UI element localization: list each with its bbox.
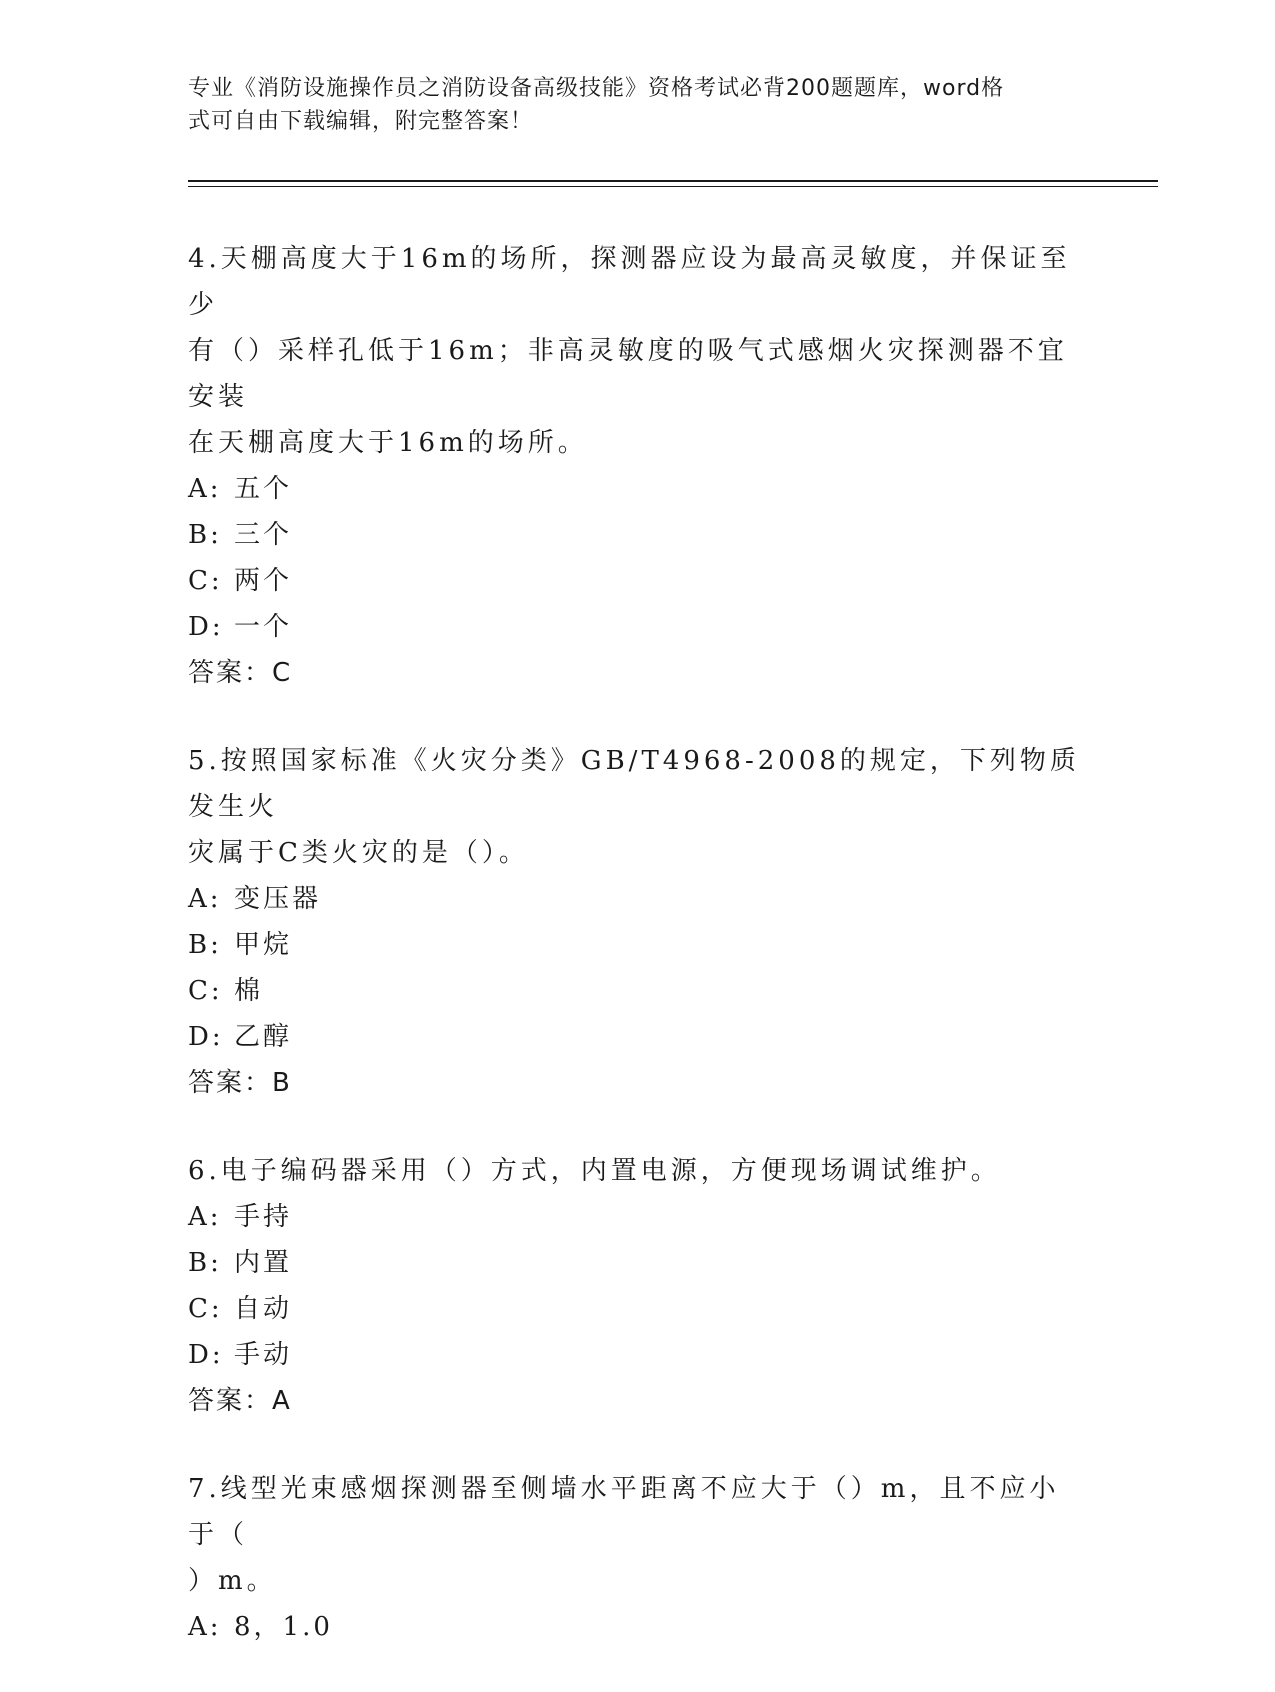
option-c [188, 558, 1088, 604]
option-text: 棉 [234, 976, 264, 1006]
option-text: 甲烷 [234, 930, 293, 960]
option-text: 五个 [234, 474, 293, 504]
option-text: 8，1.0 [234, 1612, 333, 1642]
question-line: 有（）采样孔低于16m；非高灵敏度的吸气式感烟火灾探测器不宜安装 [188, 336, 1068, 412]
option-a [188, 466, 1088, 512]
option-b [188, 1240, 1088, 1286]
option-letter: C: [188, 1294, 223, 1324]
question-line: ）m。 [188, 1566, 277, 1596]
option-letter: A: [188, 884, 222, 914]
question-text [188, 738, 1088, 876]
header-divider-thick [188, 180, 1158, 182]
option-letter: A: [188, 1202, 222, 1232]
option-letter: B: [188, 520, 222, 550]
question-line: 7.线型光束感烟探测器至侧墙水平距离不应大于（）m，且不应小于（ [188, 1474, 1060, 1550]
option-text: 一个 [234, 612, 293, 642]
question-text [188, 1148, 1088, 1194]
question-6 [188, 1148, 1088, 1424]
option-d [188, 1332, 1088, 1378]
question-4 [188, 236, 1088, 696]
option-text: 变压器 [234, 884, 322, 914]
header-line-2: 式可自由下载编辑，附完整答案！ [188, 109, 534, 134]
option-d [188, 604, 1088, 650]
option-letter: B: [188, 1248, 222, 1278]
question-5 [188, 738, 1088, 1106]
question-list [188, 236, 1088, 1692]
option-b [188, 922, 1088, 968]
option-text: 三个 [234, 520, 293, 550]
option-letter: D: [188, 1340, 224, 1370]
option-b [188, 512, 1088, 558]
option-letter: A: [188, 474, 222, 504]
header-line-1: 专业《消防设施操作员之消防设备高级技能》资格考试必背200题题库，word格 [188, 76, 1005, 101]
answer-line: 答案：B [188, 1068, 292, 1098]
question-line: 5.按照国家标准《火灾分类》GB/T4968-2008的规定，下列物质发生火 [188, 746, 1080, 822]
option-letter: D: [188, 1022, 224, 1052]
question-line: 4.天棚高度大于16m的场所，探测器应设为最高灵敏度，并保证至少 [188, 244, 1071, 320]
option-text: 自动 [234, 1294, 293, 1324]
header-divider-thin [188, 186, 1158, 187]
option-a [188, 1194, 1088, 1240]
option-letter: D: [188, 612, 224, 642]
option-text: 乙醇 [234, 1022, 293, 1052]
question-text [188, 236, 1088, 466]
answer-line: 答案：A [188, 1386, 292, 1416]
question-line: 6.电子编码器采用（）方式，内置电源，方便现场调试维护。 [188, 1156, 1001, 1186]
option-letter: B: [188, 930, 222, 960]
option-text: 两个 [234, 566, 293, 596]
option-letter: A: [188, 1612, 222, 1642]
option-letter: C: [188, 566, 223, 596]
question-text [188, 1466, 1088, 1604]
option-text: 手持 [234, 1202, 293, 1232]
option-text: 手动 [234, 1340, 293, 1370]
answer-line: 答案：C [188, 658, 293, 688]
option-a [188, 876, 1088, 922]
question-line: 在天棚高度大于16m的场所。 [188, 428, 588, 458]
question-line: 灾属于C类火灾的是（）。 [188, 838, 529, 868]
question-7 [188, 1466, 1088, 1650]
option-c [188, 968, 1088, 1014]
option-d [188, 1014, 1088, 1060]
option-text: 内置 [234, 1248, 293, 1278]
option-a [188, 1604, 1088, 1650]
option-c [188, 1286, 1088, 1332]
option-letter: C: [188, 976, 223, 1006]
document-header [188, 72, 1088, 138]
